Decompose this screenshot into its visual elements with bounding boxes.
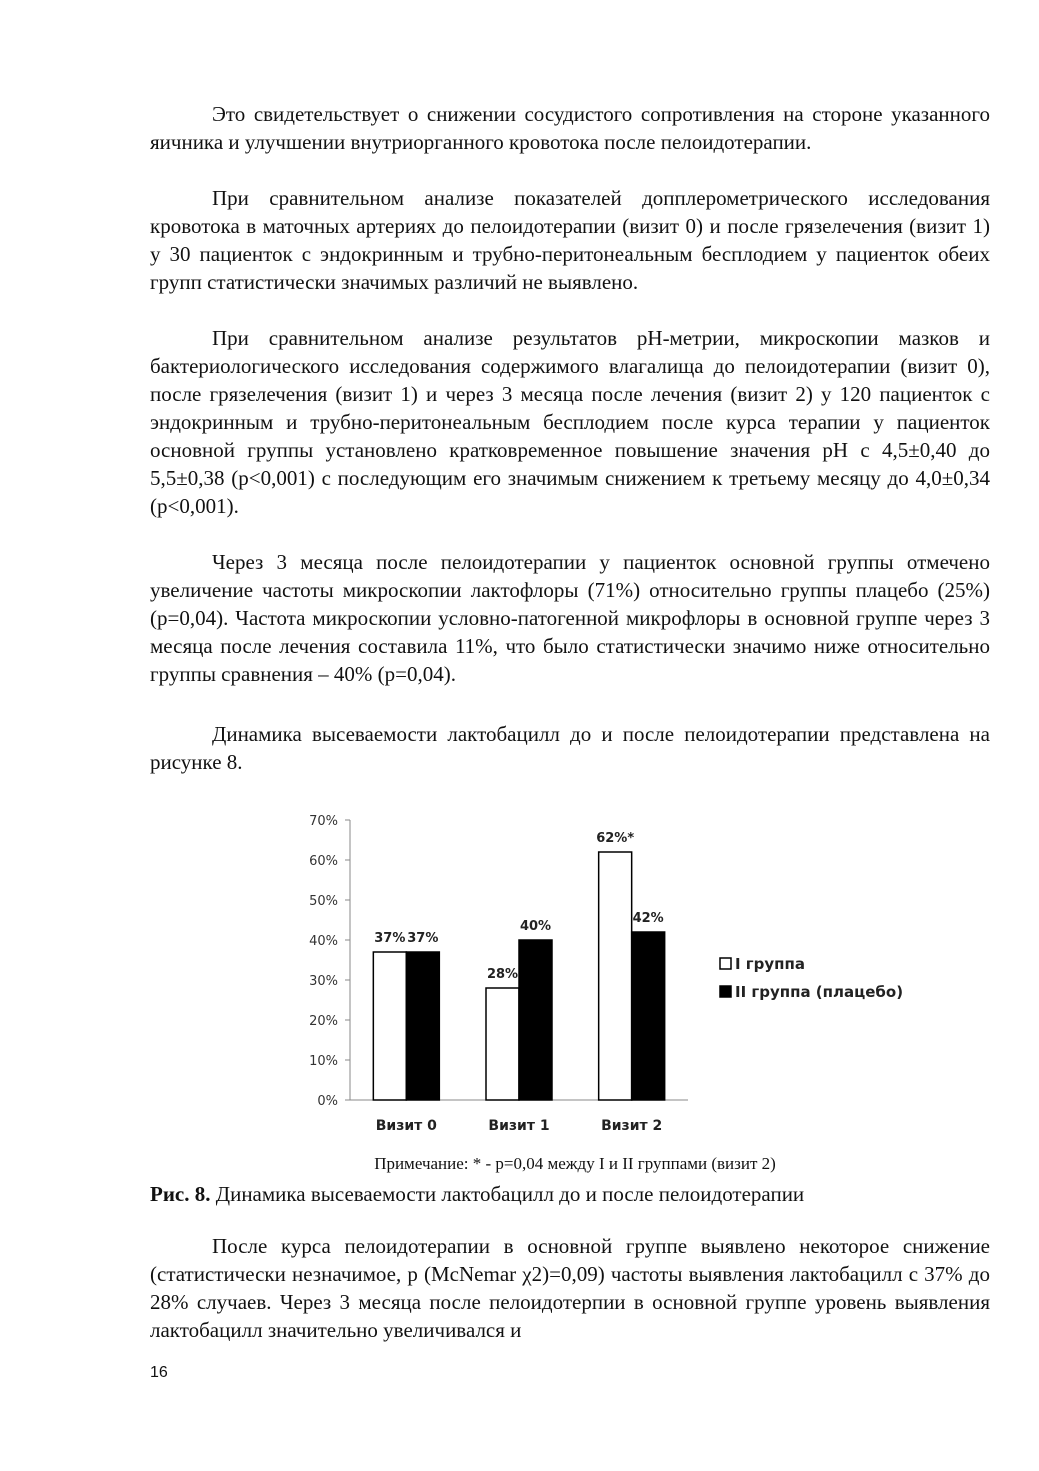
figure-8-chart <box>280 800 920 1150</box>
bar-data-label: 37% <box>407 931 439 946</box>
legend-swatch-group-2 <box>720 986 731 997</box>
y-tick-label: 0% <box>317 1094 338 1109</box>
paragraph-2: При сравнительном анализе показателей допплерометрического исследования кровотока в маточных артериях до пелоидотерапии (визит 0) и после грязелечения (визит 1) у 30 пациенток с эндокринным и трубно-перитонеальным бесплодием у пациенток обеих групп статистически значимых различий не выявлено. <box>150 186 990 294</box>
bar-data-label: 42% <box>632 911 664 926</box>
figure-caption-label: Рис. 8. <box>150 1182 211 1206</box>
paragraph-3: При сравнительном анализе результатов рН-метрии, микроскопии мазков и бактериологического исследования содержимого влагалища до пелоидотерапии (визит 0), после грязелечения (визит 1) и через 3 месяца после лечения (визит 2) у 120 пациенток с эндокринным и трубно-перитонеальным бесплодием после курса терапии у пациенток основной группы установлено кратковременное повышение значения рН с 4,5±0,40 до 5,5±0,38 (р<0,001) с последующим его значимым снижением к третьему месяцу до 4,0±0,34 (р<0,001). <box>150 326 990 518</box>
figure-caption-text: Динамика высеваемости лактобацилл до и после пелоидотерапии <box>210 1182 805 1206</box>
y-tick-label: 40% <box>309 934 338 949</box>
bar-data-label: 37% <box>374 931 406 946</box>
x-category-label: Визит 2 <box>601 1118 663 1134</box>
bar-group-1 <box>599 852 632 1100</box>
bar-group-1 <box>373 952 406 1100</box>
paragraph-4: Через 3 месяца после пелоидотерапии у пациенток основной группы отмечено увеличение частоты микроскопии лактофлоры (71%) относительно группы плацебо (25%) (р=0,04). Частота микроскопии условно-патогенной микрофлоры в основной группе через 3 месяца после лечения составила 11%, что было статистически значимо ниже относительно группы сравнения – 40% (р=0,04). <box>150 550 990 686</box>
legend-label-group-2: II группа (плацебо) <box>735 983 904 1001</box>
legend-label-group-1: I группа <box>735 955 806 973</box>
bar-data-label: 40% <box>519 919 552 934</box>
bar-group-2 <box>519 940 552 1100</box>
x-category-label: Визит 1 <box>488 1118 550 1134</box>
legend-swatch-group-1 <box>720 958 731 969</box>
x-category-label: Визит 0 <box>375 1118 437 1134</box>
y-tick-label: 50% <box>309 894 338 909</box>
bar-group-1 <box>486 988 519 1100</box>
bar-group-2 <box>406 952 439 1100</box>
bar-data-label: 28% <box>486 967 519 982</box>
y-tick-label: 60% <box>309 854 338 869</box>
bar-chart <box>280 800 920 1150</box>
y-tick-label: 20% <box>309 1014 338 1029</box>
bar-data-label: 62%* <box>596 831 635 846</box>
figure-note: Примечание: * - р=0,04 между I и II группами (визит 2) <box>374 1154 776 1173</box>
figure-caption <box>150 1180 804 1208</box>
paragraph-5: Динамика высеваемости лактобацилл до и после пелоидотерапии представлена на рисунке 8. <box>150 722 990 774</box>
y-tick-label: 10% <box>309 1054 338 1069</box>
y-tick-label: 70% <box>309 814 338 829</box>
y-tick-label: 30% <box>309 974 338 989</box>
page-number: 16 <box>150 1364 168 1381</box>
paragraph-after-figure: После курса пелоидотерапии в основной группе выявлено некоторое снижение (статистически незначимое, р (McNemar χ2)=0,09) частоты выявления лактобацилл с 37% до 28% случаев. Через 3 месяца после пелоидотерпии в основной группе уровень выявления лактобацилл значительно увеличивался и <box>150 1234 990 1342</box>
bar-group-2 <box>632 932 665 1100</box>
paragraph-1: Это свидетельствует о снижении сосудистого сопротивления на стороне указанного яичника и улучшении внутриорганного кровотока после пелоидотерапии. <box>150 102 990 154</box>
